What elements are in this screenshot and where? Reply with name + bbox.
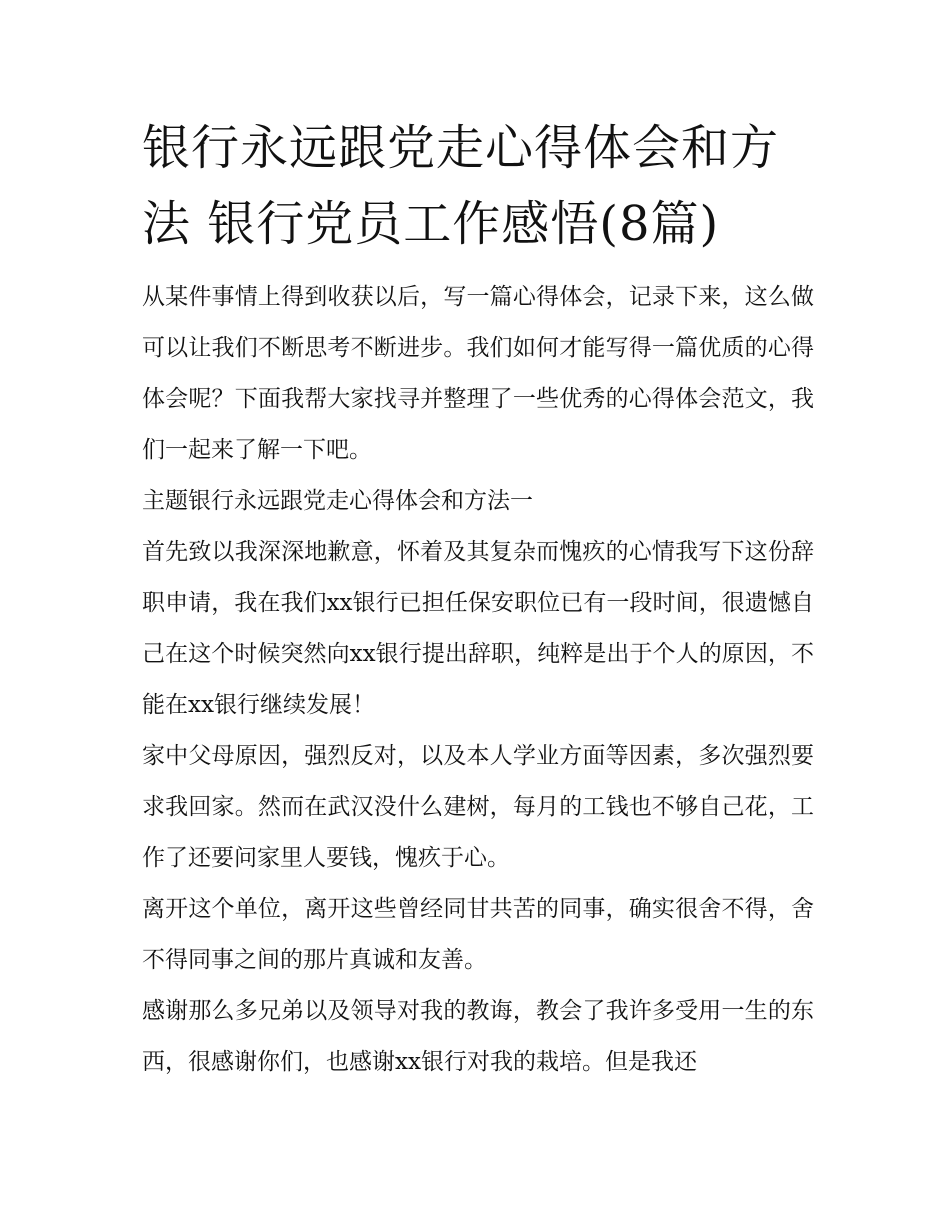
paragraph-section-heading: 主题银行永远跟党走心得体会和方法一 (142, 488, 533, 514)
document-page (142, 110, 814, 1088)
paragraph-body-4: 感谢那么多兄弟以及领导对我的教诲，教会了我许多受用一生的东西，很感谢你们，也感谢xx银行对我的栽培。但是我还 (142, 998, 814, 1075)
paragraph-intro: 从某件事情上得到收获以后，写一篇心得体会，记录下来，这么做可以让我们不断思考不断进步。我们如何才能写得一篇优质的心得体会呢？下面我帮大家找寻并整理了一些优秀的心得体会范文，我们一起来了解一下吧。 (142, 284, 814, 463)
paragraph-body-2: 家中父母原因，强烈反对，以及本人学业方面等因素，多次强烈要求我回家。然而在武汉没什么建树，每月的工钱也不够自己花，工作了还要问家里人要钱，愧疚于心。 (142, 743, 814, 871)
document-title: 银行永远跟党走心得体会和方法 银行党员工作感悟(8篇) (142, 120, 780, 252)
paragraph-body-3: 离开这个单位，离开这些曾经同甘共苦的同事，确实很舍不得，舍不得同事之间的那片真诚和友善。 (142, 896, 814, 973)
paragraph-body-1: 首先致以我深深地歉意，怀着及其复杂而愧疚的心情我写下这份辞职申请，我在我们xx银行已担任保安职位已有一段时间，很遗憾自己在这个时候突然向xx银行提出辞职，纯粹是出于个人的原因，不能在xx银行继续发展！ (142, 539, 814, 718)
